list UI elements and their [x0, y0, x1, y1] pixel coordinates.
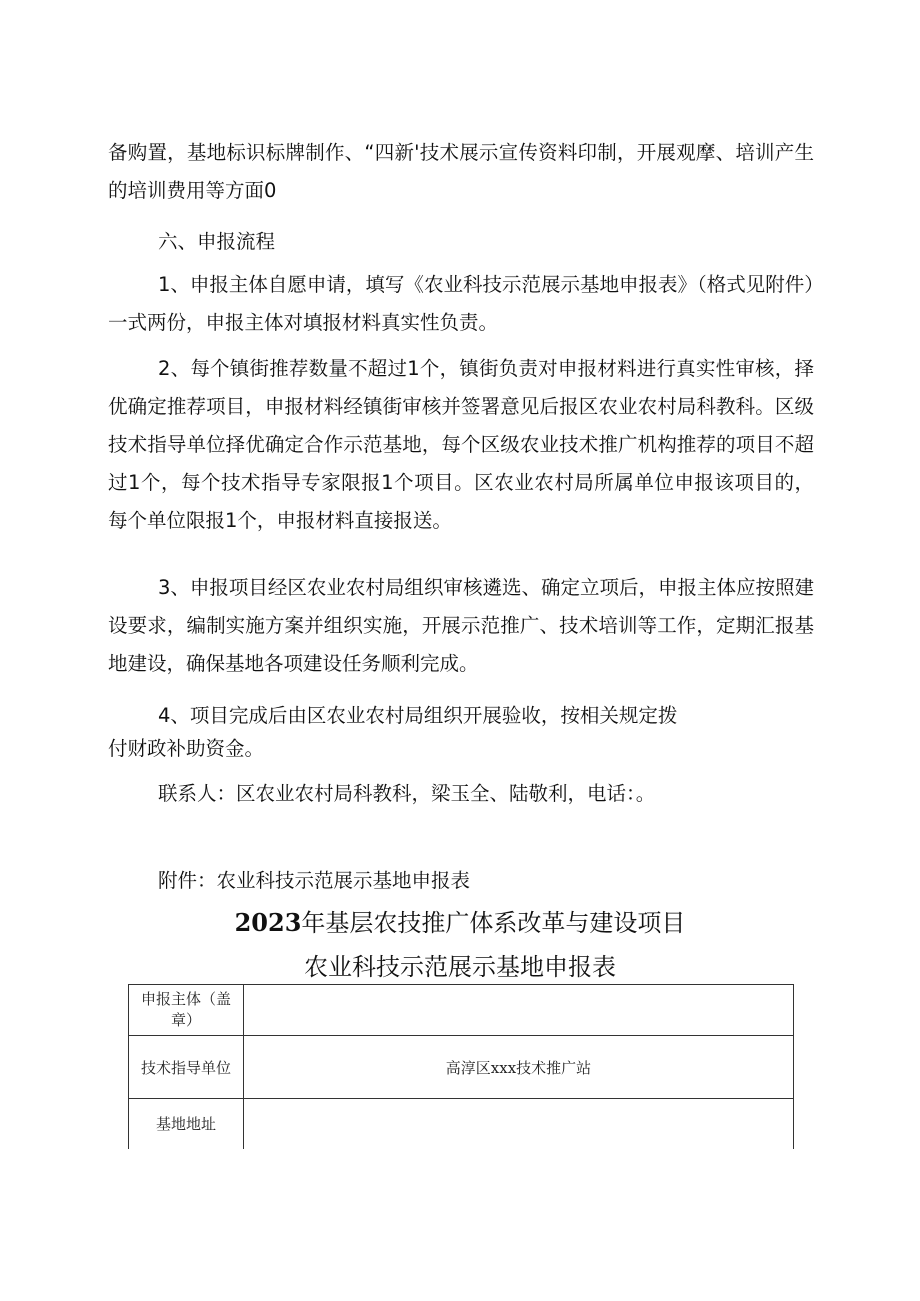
applicant-value-cell[interactable] [244, 985, 794, 1036]
section-heading-application-process: 六、申报流程 [158, 230, 276, 253]
table-row [129, 985, 794, 1036]
process-step-3: 3、申报项目经区农业农村局组织审核遴选、确定立项后，申报主体应按照建设要求，编制实施方案并组织实施，开展示范推广、技术培训等工作，定期汇报基地建设，确保基地各项建设任务顺利完成。 [108, 576, 814, 675]
application-form-table [128, 984, 794, 1149]
table-row [129, 1099, 794, 1149]
base-address-label-cell: 基地地址 [129, 1099, 244, 1149]
base-address-value-cell[interactable] [244, 1099, 794, 1149]
contact-line: 联系人：区农业农村局科教科，梁玉全、陆敬利，电话：。 [158, 782, 656, 805]
intro-paragraph: 备购置，基地标识标牌制作、“四新'技术展示宣传资料印制，开展观摩、培训产生的培训费用等方面0 [108, 141, 814, 202]
process-step-4-line-2: 付财政补助资金。 [108, 737, 265, 760]
process-step-1: 1、申报主体自愿申请，填写《农业科技示范展示基地申报表》（格式见附件）一式两份，申报主体对填报材料真实性负责。 [108, 273, 814, 334]
form-title-text: 年基层农技推广体系改革与建设项目 [301, 909, 686, 937]
form-title-line-1 [0, 903, 920, 943]
technical-guidance-value-cell[interactable]: 高淳区xxx技术推广站 [244, 1036, 794, 1099]
table-row [129, 1036, 794, 1099]
attachment-label: 附件：农业科技示范展示基地申报表 [158, 869, 471, 892]
technical-guidance-label-cell: 技术指导单位 [129, 1036, 244, 1099]
process-step-4-line-1: 4、项目完成后由区农业农村局组织开展验收，按相关规定拨 [158, 704, 678, 727]
process-step-2: 2、每个镇街推荐数量不超过1个，镇街负责对申报材料进行真实性审核，择优确定推荐项目，申报材料经镇街审核并签署意见后报区农业农村局科教科。区级技术指导单位择优确定合作示范基地，每个区级农业技术推广机构推荐的项目不超过1个，每个技术指导专家限报1个项目。区农业农村局所属单位申报该项目的，每个单位限报1个，申报材料直接报送。 [108, 357, 814, 532]
applicant-label-cell: 申报主体（盖章） [129, 985, 244, 1036]
form-title-year: 2023 [234, 908, 302, 937]
form-title-line-2: 农业科技示范展示基地申报表 [304, 953, 616, 981]
